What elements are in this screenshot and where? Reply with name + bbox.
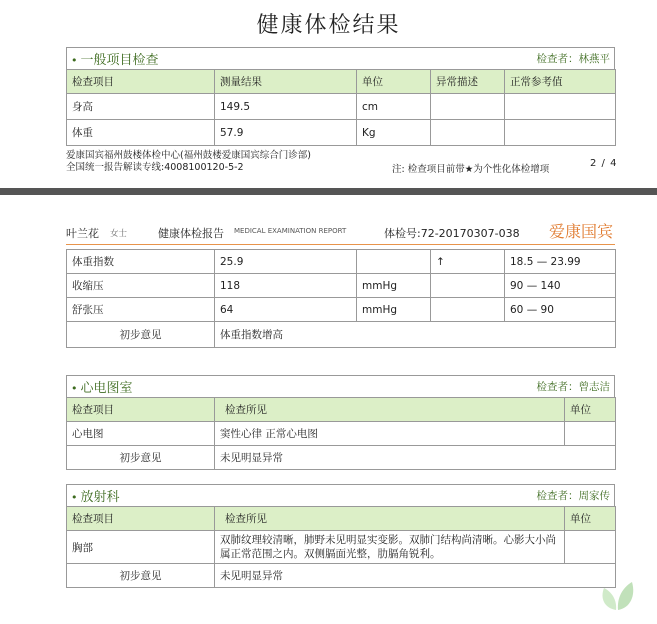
table-row	[67, 94, 616, 120]
exam-number: 体检号:72-20170307-038	[384, 227, 520, 240]
bullet-icon: •	[71, 382, 78, 395]
inspector-label: 检查者：林燕平	[536, 53, 610, 65]
opinion-row	[67, 564, 616, 588]
table-cell: 25.9	[215, 250, 357, 274]
section-title: 心电图室	[80, 381, 133, 396]
table-cell: cm	[357, 94, 431, 120]
opinion-label: 初步意见	[67, 322, 215, 348]
column-header: 正常参考值	[505, 70, 616, 94]
table-cell: 体重指数	[67, 250, 215, 274]
table-cell: 身高	[67, 94, 215, 120]
column-header: 单位	[565, 398, 616, 422]
table-cell: 57.9	[215, 120, 357, 146]
table-header-row	[67, 70, 616, 94]
section-title: 放射科	[80, 490, 120, 505]
opinion-value: 未见明显异常	[215, 446, 616, 470]
table-cell: 收缩压	[67, 274, 215, 298]
bullet-icon: •	[71, 491, 78, 504]
table-cell	[431, 94, 505, 120]
clinic-name: 爱康国宾福州鼓楼体检中心(福州鼓楼爱康国宾综合门诊部)	[66, 150, 311, 161]
patient-name: 叶兰花	[66, 227, 99, 240]
inspector-label: 检查者：周家传	[536, 490, 610, 502]
opinion-row	[67, 446, 616, 470]
inspector-label: 检查者：曾志洁	[536, 381, 610, 393]
report-title-en: MEDICAL EXAMINATION REPORT	[234, 227, 347, 235]
table-cell: 18.5 — 23.99	[505, 250, 616, 274]
table-cell: mmHg	[357, 274, 431, 298]
column-header: 测量结果	[215, 70, 357, 94]
general-table	[66, 69, 616, 146]
footer-note: 注: 检查项目前带★为个性化体检增项	[392, 164, 550, 175]
bullet-icon: •	[71, 54, 78, 67]
table-cell: mmHg	[357, 298, 431, 322]
page-number: 2 / 4	[590, 158, 618, 169]
column-header: 检查项目	[67, 70, 215, 94]
brand-logo: 爱康国宾	[548, 222, 613, 241]
opinion-row	[67, 322, 616, 348]
table-row	[67, 250, 616, 274]
table-cell: 149.5	[215, 94, 357, 120]
table-header-row	[67, 398, 616, 422]
table-cell: 60 — 90	[505, 298, 616, 322]
leaf-icon	[598, 578, 638, 612]
general-section	[66, 47, 615, 146]
page-separator	[0, 188, 657, 195]
table-cell: 心电图	[67, 422, 215, 446]
ecg-section	[66, 375, 615, 470]
column-header: 异常描述	[431, 70, 505, 94]
radiology-table	[66, 506, 616, 588]
table-cell: 90 — 140	[505, 274, 616, 298]
table-cell	[357, 250, 431, 274]
section-header	[66, 375, 615, 397]
column-header: 单位	[357, 70, 431, 94]
table-cell: 窦性心律 正常心电图	[215, 422, 565, 446]
table-cell: 双肺纹理较清晰，肺野未见明显实变影。双肺门结构尚清晰。心影大小尚属正常范围之内。双侧膈面光整，肋膈角锐利。	[215, 531, 565, 564]
table-row	[67, 422, 616, 446]
ecg-table	[66, 397, 616, 470]
section-header	[66, 484, 615, 506]
table-cell: 118	[215, 274, 357, 298]
table-row	[67, 531, 616, 564]
general-section-continued	[66, 249, 615, 348]
table-cell: 体重	[67, 120, 215, 146]
table-cell: 64	[215, 298, 357, 322]
table-cell	[565, 531, 616, 564]
column-header: 检查项目	[67, 398, 215, 422]
table-cell	[505, 120, 616, 146]
table-cell: ↑	[431, 250, 505, 274]
radiology-section	[66, 484, 615, 588]
opinion-value: 体重指数增高	[215, 322, 616, 348]
table-header-row	[67, 507, 616, 531]
table-cell	[431, 274, 505, 298]
table-cell: 舒张压	[67, 298, 215, 322]
table-row	[67, 298, 616, 322]
table-cell: Kg	[357, 120, 431, 146]
patient-gender: 女士	[110, 229, 128, 239]
footer-info	[66, 150, 311, 174]
column-header: 单位	[565, 507, 616, 531]
column-header: 检查项目	[67, 507, 215, 531]
table-cell	[431, 298, 505, 322]
table-cell: 胸部	[67, 531, 215, 564]
report-header	[66, 219, 615, 245]
table-row	[67, 120, 616, 146]
table-cell	[505, 94, 616, 120]
table-cell	[565, 422, 616, 446]
table-row	[67, 274, 616, 298]
table-cell	[431, 120, 505, 146]
opinion-value: 未见明显异常	[215, 564, 616, 588]
column-header: 检查所见	[215, 398, 565, 422]
opinion-label: 初步意见	[67, 446, 215, 470]
opinion-label: 初步意见	[67, 564, 215, 588]
column-header: 检查所见	[215, 507, 565, 531]
document-title: 健康体检结果	[256, 13, 401, 38]
section-header	[66, 47, 615, 69]
hotline: 全国统一报告解读专线:4008100120-5-2	[66, 162, 244, 173]
report-title: 健康体检报告	[158, 227, 224, 240]
section-title: 一般项目检查	[80, 53, 159, 68]
general-table-continued	[66, 249, 616, 348]
